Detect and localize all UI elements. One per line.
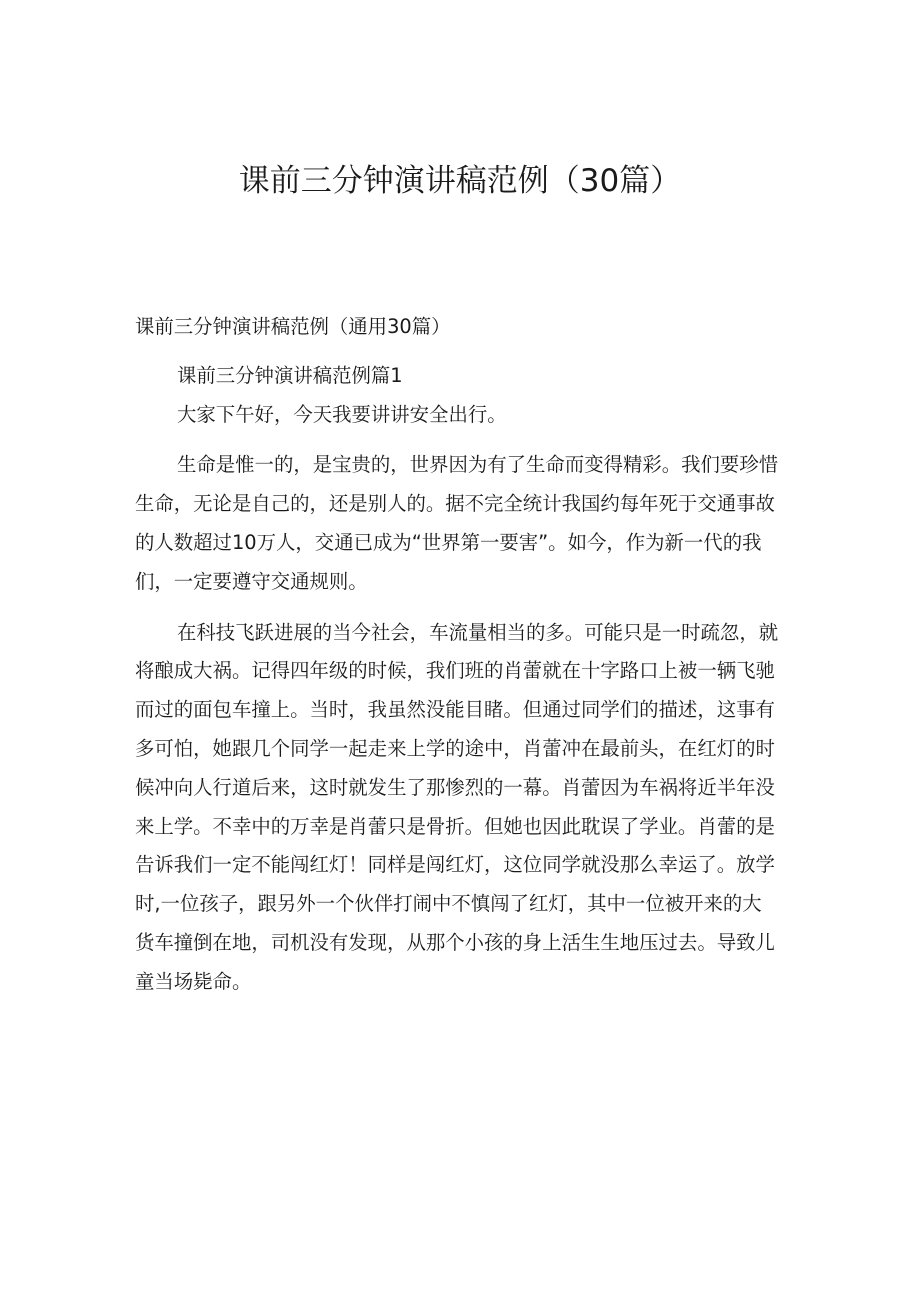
paragraph-line: 多可怕，她跟几个同学一起走来上学的途中，肖蕾冲在最前头，在红灯的时 [135, 736, 775, 760]
document-title: 课前三分钟演讲稿范例（30篇） [238, 163, 682, 199]
paragraph-1 [135, 446, 797, 601]
greeting-paragraph: 大家下午好，今天我要讲讲安全出行。 [177, 402, 507, 426]
paragraph-line: 货车撞倒在地，司机没有发现，从那个小孩的身上活生生地压过去。导致儿 [135, 930, 775, 954]
section-heading: 课前三分钟演讲稿范例篇1 [177, 363, 403, 387]
paragraph-line: 来上学。不幸中的万幸是肖蕾只是骨折。但她也因此耽误了学业。肖蕾的是 [135, 814, 775, 838]
paragraph-line: 告诉我们一定不能闯红灯！同样是闯红灯，这位同学就没那么幸运了。放学 [135, 853, 775, 877]
paragraph-line: 在科技飞跃进展的当今社会，车流量相当的多。可能只是一时疏忽，就 [177, 620, 779, 644]
paragraph-line: 童当场毙命。 [135, 969, 252, 993]
paragraph-line: 的人数超过10万人，交通已成为“世界第一要害”。如今，作为新一代的我 [135, 530, 762, 554]
paragraph-line: 而过的面包车撞上。当时，我虽然没能目睹。但通过同学们的描述，这事有 [135, 698, 775, 722]
paragraph-line: 时,一位孩子，跟另外一个伙伴打闹中不慎闯了红灯，其中一位被开来的大 [135, 892, 762, 916]
document-body [135, 308, 797, 1014]
paragraph-2 [135, 614, 797, 1002]
paragraph-line: 们，一定要遵守交通规则。 [135, 569, 368, 593]
document-subtitle: 课前三分钟演讲稿范例（通用30篇） [135, 315, 451, 338]
paragraph-line: 生命是惟一的，是宝贵的，世界因为有了生命而变得精彩。我们要珍惜 [177, 453, 779, 477]
paragraph-line: 生命，无论是自己的，还是别人的。据不完全统计我国约每年死于交通事故 [135, 492, 775, 516]
paragraph-line: 候冲向人行道后来，这时就发生了那惨烈的一幕。肖蕾因为车祸将近半年没 [135, 775, 775, 799]
paragraph-line: 将酿成大祸。记得四年级的时候，我们班的肖蕾就在十字路口上被一辆飞驰 [135, 659, 775, 683]
